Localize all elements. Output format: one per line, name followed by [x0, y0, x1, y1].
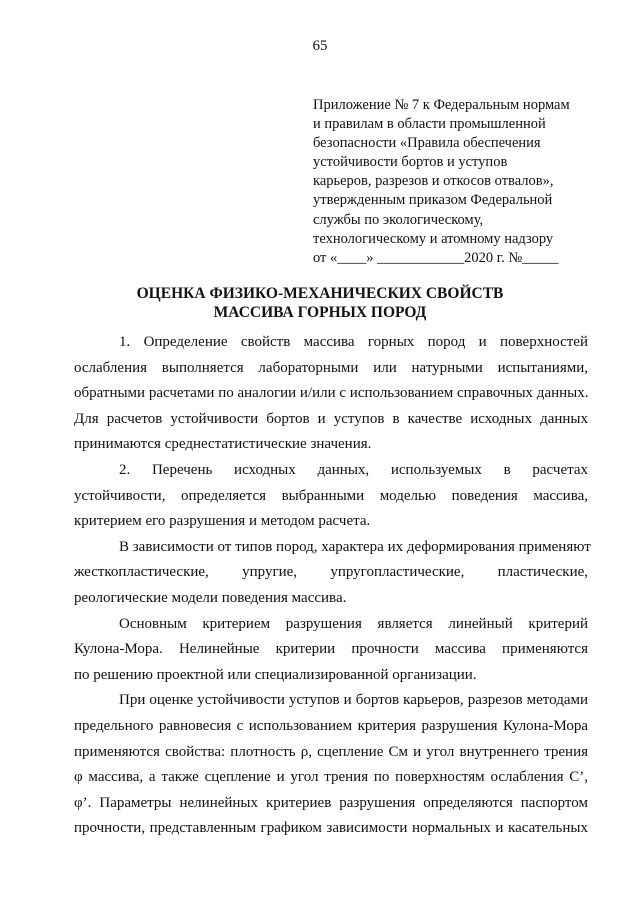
body-line: ослабления выполняется лабораторными или натурными испытаниями, — [74, 359, 588, 376]
appendix-line: устойчивости бортов и уступов — [313, 154, 508, 171]
body-line: устойчивости, определяется выбранными моделью поведения массива, — [74, 487, 588, 504]
appendix-line: технологическому и атомному надзору — [313, 230, 554, 247]
body-line: жесткопластические, упругие, упругопластические, пластические, — [74, 564, 588, 581]
body-line: В зависимости от типов пород, характера их деформирования применяют — [119, 538, 591, 555]
body-line: φ массива, а также сцепление и угол трения по поверхностям ослабления C’, — [74, 769, 588, 786]
appendix-line: карьеров, разрезов и откосов отвалов», — [313, 173, 554, 190]
body-line: При оценке устойчивости уступов и бортов карьеров, разрезов методами — [119, 692, 588, 709]
appendix-line: утвержденным приказом Федеральной — [313, 192, 553, 209]
body-line: обратными расчетами по аналогии и/или с использованием справочных данных. — [74, 385, 589, 402]
appendix-line: от «____» ____________2020 г. №_____ — [313, 249, 559, 266]
body-line: прочности, представленным графиком зависимости нормальных и касательных — [74, 820, 588, 837]
appendix-line: службы по экологическому, — [313, 211, 484, 228]
appendix-line: Приложение № 7 к Федеральным нормам — [313, 97, 570, 113]
appendix-line: безопасности «Правила обеспечения — [313, 135, 541, 152]
body-line: по решению проектной или специализированной организации. — [74, 666, 477, 683]
body-line: 2. Перечень исходных данных, используемых в расчетах — [119, 461, 588, 478]
body-line: критерием его разрушения и методом расчета. — [74, 513, 371, 530]
body-line: применяются свойства: плотность ρ, сцепление Cм и угол внутреннего трения — [74, 743, 588, 760]
body-line: Для расчетов устойчивости бортов и уступов в качестве исходных данных — [74, 410, 588, 427]
body-line: 1. Определение свойств массива горных пород и поверхностей — [119, 334, 588, 350]
body-line: Основным критерием разрушения является линейный критерий — [119, 615, 588, 632]
body-line: принимаются среднестатистические значения. — [74, 436, 372, 453]
body-line: φ’. Параметры нелинейных критериев разрушения определяются паспортом — [74, 794, 588, 811]
document-title — [0, 284, 640, 322]
body-text — [74, 330, 591, 842]
body-line: предельного равновесия с использованием критерия разрушения Кулона-Мора — [74, 717, 588, 734]
appendix-line: и правилам в области промышленной — [313, 116, 546, 133]
page-number: 65 — [312, 38, 328, 54]
title-line: МАССИВА ГОРНЫХ ПОРОД — [213, 304, 427, 321]
title-line: ОЦЕНКА ФИЗИКО-МЕХАНИЧЕСКИХ СВОЙСТВ — [136, 285, 504, 302]
body-line: реологические модели поведения массива. — [74, 589, 347, 606]
appendix-note — [313, 96, 613, 268]
body-line: Кулона-Мора. Нелинейные критерии прочности массива применяются — [74, 641, 588, 658]
